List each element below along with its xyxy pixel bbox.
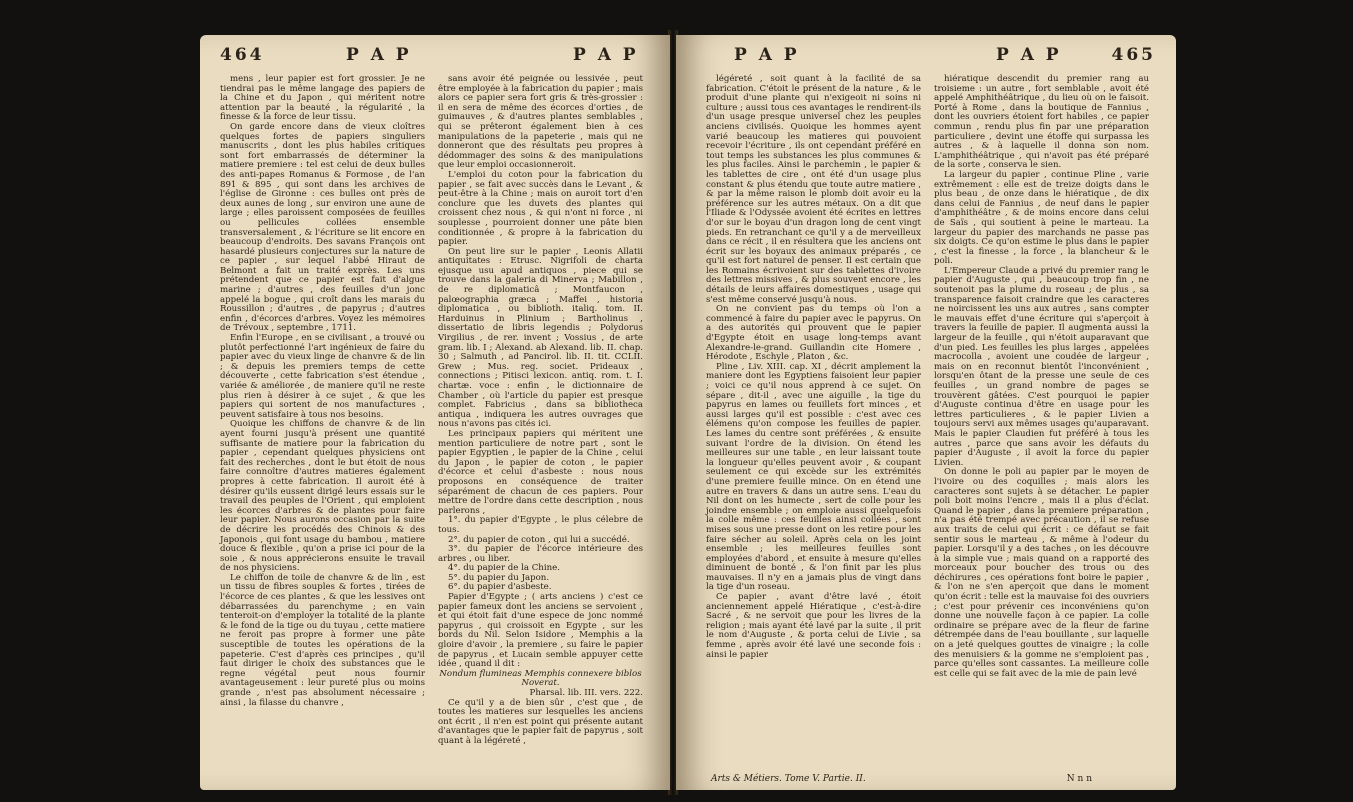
left-page bbox=[200, 35, 670, 790]
list-item: 5°. du papier du Japon. bbox=[448, 572, 550, 583]
list-item: 1°. du papier d'Egypte , le plus célebre de tous. bbox=[438, 515, 643, 535]
right-page-number: 465 bbox=[1111, 45, 1156, 65]
paragraph: La largeur du papier , continue Pline , varie extrêmement : elle est de treize doigts dans le plus beau , de onze dans le hiératique , de dix dans celui de Fannius , de neuf dans le papier d'amphithéâtre , & de moins encore dans celui de Saïs , qui soutient à peine le marteau. La largeur du papier des marchands ne passe pas six doigts. Ce qu'on estime le plus dans le papier , c'est la finesse , la force , la blancheur & le poli. bbox=[934, 169, 1149, 267]
paragraph: hiératique descendit du premier rang au troisieme : un autre , fort semblable , avoit été appelé Amphithéâtrique , du lieu où on le faisoit. Porté à Rome , dans la boutique de Fannius , dont les ouvriers étoient fort habiles , ce papier commun , rendu plus fin par une préparation particuliere , devint une étoffe qui surpassa les autres , & à laquelle il donna son nom. L'amphithéâtrique , qui n'avoit pas été préparé de la sorte , conserva le sien. bbox=[934, 74, 1149, 171]
paragraph: mens , leur papier est fort grossier. Je ne tiendrai pas le même langage des papiers de la Chine et du Japon , qui méritent notre attention par la beauté , la régularité , la finesse & la force de leur tissu. bbox=[220, 74, 425, 123]
paragraph: Papier d'Egypte ; ( arts anciens ) c'est ce papier fameux dont les anciens se servoient , et qui étoit fait d'une espece de jonc nommé papyrus , qui croissoit en Egypte , sur les bords du Nil. Selon Isidore , Memphis a la gloire d'avoir , la premiere , su faire le papier de papyrus , et Lucain semble appuyer cette idée , quand il dit : bbox=[438, 592, 643, 670]
right-column-1 bbox=[706, 75, 921, 660]
paragraph: On ne convient pas du temps où l'on a commencé à faire du papier avec le papyrus. On a des autorités qui prouvent que le papier d'Egypte étoit en usage long-temps avant Alexandre-le-grand. Guillandin cite Homere , Hérodote , Eschyle , Platon , &c. bbox=[706, 304, 921, 363]
left-running-head-1: P A P bbox=[346, 45, 412, 65]
volume-signature: Arts & Métiers. Tome V. Partie. II. bbox=[711, 774, 866, 784]
paragraph: On donne le poli au papier par le moyen de l'ivoire ou des coquilles ; mais alors les caracteres sont sujets à se détacher. Le papier poli boit moins l'encre , mais il a plus d'éclat. Quand le papier , dans la premiere préparation , n'a pas été trempé avec précaution , il se refuse aux traits de celui qui écrit : ce défaut se fait sentir sous le marteau , & même à l'odeur du papier. Lorsqu'il y a des taches , on les découvre à la simple vue ; mais quand on a rapporté des morceaux pour boucher des trous ou des déchirures , ces opérations font boire le papier , & l'on ne s'en aperçoit que dans le moment qu'on écrit : telle est la mauvaise foi des ouvriers ; c'est pour prévenir ces inconvéniens qu'on donne une nouvelle façon à ce papier. La colle ordinaire se prépare avec de la fleur de farine détrempée dans de l'eau bouillante , sur laquelle on a jeté quelques gouttes de vinaigre ; la colle des menuisiers & la gomme ne s'emploient pas , parce qu'elles sont cassantes. La meilleure colle est celle qui se fait avec de la mie de pain levé bbox=[934, 467, 1149, 679]
right-page bbox=[676, 35, 1176, 790]
paragraph: Enfin l'Europe , en se civilisant , a trouvé ou plutôt perfectionné l'art ingénieux de faire du papier avec du vieux linge de chanvre & de lin ; & depuis les premiers temps de cette découverte , cette fabrication s'est étendue , variée & améliorée , de maniere qu'il ne reste plus rien à désirer à ce sujet , & que les papiers qui sortent de nos manufactures , peuvent satisfaire à tous nos besoins. bbox=[220, 333, 425, 420]
left-column-1 bbox=[220, 75, 425, 708]
paragraph: Le chiffon de toile de chanvre & de lin , est un tissu de fibres souples & fortes , tirées de l'écorce de ces plantes , & que les lessives ont débarrassées du parenchyme ; en vain tenteroit-on d'employer la totalité de la plante & le fond de la tige ou du tuyau , cette matiere ne feroit pas propre à former une pâte susceptible de toutes les opérations de la papeterie. C'est d'après ces principes , qu'il faut diriger le choix des substances que le regne végétal peut nous fournir avantageusement : leur pureté plus ou moins grande , n'est pas absolument nécessaire ; ainsi , la filasse du chanvre , bbox=[220, 572, 425, 708]
paragraph: sans avoir été peignée ou lessivée , peut être employée à la fabrication du papier ; mais alors ce papier sera fort gris & très-grossier : il en sera de même des écorces d'orties , de guimauves , & d'autres plantes semblables , qui se prêteront également bien à ces manipulations de la papeterie , mais qui ne donneront que des résultats peu propres à dédommager des soins & des manipulations que leur emploi occasionneroit. bbox=[438, 74, 643, 171]
paragraph: On garde encore dans de vieux cloîtres quelques fortes de papiers singuliers manuscrits , dont les plus habiles critiques sont fort embarrassés de déterminer la matiere premiere : tel est celui de deux bulles des anti-papes Romanus & Formose , de l'an 891 & 895 , qui sont dans les archives de l'église de Gironne : ces bulles ont près de deux aunes de long , sur environ une aune de large ; elles paroissent composées de feuilles ou pellicules collées ensemble transversalement , & l'écriture se lit encore en beaucoup d'endroits. Des savans François ont hasardé plusieurs conjectures sur la nature de ce papier , sur lequel l'abbé Hiraut de Belmont a fait un traité exprès. Les uns prétendent que ce papier est fait d'algue marine ; d'autres , des feuilles d'un jonc appelé la bogue , qui croît dans les marais du Roussillon ; d'autres , de papyrus ; d'autres enfin , d'écorces d'arbres. Voyez les mémoires de Trévoux , septembre , 1711. bbox=[220, 121, 425, 334]
latin-quote: Nondum flumineas Memphis connexere biblos Noverat. bbox=[439, 668, 642, 689]
paragraph: L'Empereur Claude a privé du premier rang le papier d'Auguste , qui , beaucoup trop fin , ne soutenoit pas la plume du roseau ; de plus , sa transparence faisoit craindre que les caracteres ne noircissent les uns aux autres , sans compter le mauvais effet d'une écriture qui s'aperçoit à travers la feuille de papier. Il augmenta aussi la largeur de la feuille , qui n'étoit auparavant que d'un pied. Les feuilles les plus larges , appelées macrocolla , avoient une coudée de largeur , mais on en reconnut bientôt l'inconvénient , lorsqu'en ôtant de la presse une seule de ces feuilles , un grand nombre de pages se trouvèrent gâtées. C'est pourquoi le papier d'Auguste continua d'être en usage pour les lettres particulieres , & le papier Livien a toujours servi aux mêmes usages qu'auparavant. Mais le papier Claudien fut préféré à tous les autres , parce que sans avoir les défauts du papier d'Auguste , il avoit la force du papier Livien. bbox=[934, 265, 1149, 468]
list-item: 2°. du papier de coton , qui lui a succédé. bbox=[448, 534, 630, 545]
signature-mark: N n n bbox=[1066, 774, 1092, 784]
list-item: 3°. du papier de l'écorce intérieure des arbres , ou liber. bbox=[438, 544, 643, 564]
paragraph: L'emploi du coton pour la fabrication du papier , se fait avec succès dans le Levant , & peut-être à la Chine ; mais on auroit tort d'en conclure que les duvets des plantes qui croissent chez nous , & qui n'ont ni force , ni souplesse , pourroient donner une pâte bien conditionnée , & propre à la fabrication du papier. bbox=[438, 169, 643, 248]
left-page-number: 464 bbox=[220, 45, 265, 65]
right-running-head-2: P A P bbox=[996, 45, 1062, 65]
left-column-2 bbox=[438, 75, 643, 747]
paragraph: Ce qu'il y a de bien sûr , c'est que , de toutes les matieres sur lesquelles les anciens ont écrit , il n'en est point qui présente autant d'avantages que le papier fait de papyrus , soit quant à la légéreté , bbox=[438, 697, 643, 746]
left-running-head-2: P A P bbox=[573, 45, 639, 65]
paragraph: légéreté , soit quant à la facilité de sa fabrication. C'étoit le présent de la nature , & le produit d'une plante qui n'exigeoit ni soins ni culture ; aussi tous ces avantages le rendirent-ils d'un usage presque universel chez les peuples anciens civilisés. Quoique les hommes ayent varié beaucoup les matieres qui pouvoient recevoir l'écriture , ils ont cependant préféré en tout temps les substances les plus communes & les plus faciles. Ainsi le parchemin , le papier & les tablettes de cire , ont été d'un usage plus constant & plus étendu que toute autre matiere , & par la même raison le plomb doit avoir eu la préférence sur les autres métaux. On a dit que l'Iliade & l'Odyssée avoient été écrites en lettres d'or sur le boyau d'un dragon long de cent vingt pieds. En retranchant ce qu'il y a de merveilleux dans ce récit , il en résultera que les anciens ont écrit sur les boyaux des animaux préparés , ce qu'il est fort naturel de penser. Il est certain que les Romains écrivoient sur des tablettes d'ivoire des lettres missives , & plus souvent encore , les détails de leurs affaires domestiques , usage qui s'est même conservé jusqu'à nous. bbox=[706, 74, 921, 305]
left-page-header bbox=[218, 45, 652, 71]
right-page-header bbox=[694, 45, 1158, 71]
paragraph: Quoique les chiffons de chanvre & de lin ayent fourni jusqu'à présent une quantité suffisante de matiere pour la fabrication du papier , cependant quelques physiciens ont fait des recherches , dont le but étoit de nous faire connoître d'autres matieres également propres à cette fabrication. Il auroit été à désirer qu'ils eussent dirigé leurs essais sur le travail des peuples de l'Orient , qui emploient les écorces d'arbres & de plantes pour faire leur papier. Nous aurons occasion par la suite de décrire les procédés des Chinois & des Japonois , qui font usage du bambou , matiere douce & flexible , qu'on a prise ici pour de la soie , & nous apprécierons ensuite le travail de nos physiciens. bbox=[220, 419, 425, 574]
paragraph: Pline , Liv. XIII. cap. XI , décrit amplement la maniere dont les Egyptiens faisoient leur papier ; voici ce qu'il nous apprend à ce sujet. On sépare , dit-il , avec une aiguille , la tige du papyrus en lames ou feuillets fort minces , et aussi larges qu'il est possible : c'est avec ces élémens qu'on compose les feuilles de papier. Les lames du centre sont préférées , & ensuite suivant l'ordre de la division. On étend les meilleures sur une table , en leur laissant toute la longueur qu'elles peuvent avoir , & coupant seulement ce qui excède sur les extrémités d'une premiere feuille mince. On en étend une autre en travers & dans un autre sens. L'eau du Nil dont on les humecte , sert de colle pour les joindre ensemble ; on emploie aussi quelquefois la colle même : ces feuilles ainsi collées , sont mises sous une presse dont on les retire pour les faire sécher au soleil. Après cela on les joint ensemble ; les meilleures feuilles sont employées d'abord , et ensuite à mesure qu'elles diminuent de bonté , & l'on finit par les plus mauvaises. Il n'y en a jamais plus de vingt dans la tige d'un roseau. bbox=[706, 361, 921, 593]
paragraph: Les principaux papiers qui méritent une mention particuliere de notre part , sont le papier Egyptien , le papier de la Chine , celui du Japon , le papier de coton , le papier d'écorce et celui d'asbeste : nous nous proposons en conséquence de traiter séparément de chacun de ces papiers. Pour mettre de l'ordre dans cette description , nous parlerons , bbox=[438, 428, 643, 516]
right-running-head-1: P A P bbox=[734, 45, 800, 65]
list-item: 6°. du papier d'asbeste. bbox=[448, 582, 552, 593]
list-item: 4°. du papier de la Chine. bbox=[448, 563, 560, 574]
right-column-2 bbox=[934, 75, 1149, 679]
paragraph: Ce papier , avant d'être lavé , étoit anciennement appelé Hiératique , c'est-à-dire Sacré , & ne servoit que pour les livres de la religion ; mais ayant été lavé par la suite , il prit le nom d'Auguste , & porta celui de Livie , sa femme , après avoir été lavé une seconde fois : ainsi le papier bbox=[706, 592, 921, 660]
paragraph: On peut lire sur le papier , Leonis Allatii antiquitates : Etrusc. Nigrifoli de charta ejusque usu apud antiquos , piece qui se trouve dans la galeria di Minerva ; Mabillon , de re diplomaticâ ; Montfaucon , palœographia græca ; Maffei , historia diplomatica , ou biblioth. italiq. tom. II. Harduinus in Plinium ; Bartholinus , dissertatio de libris legendis ; Polydorus Virgilius , de rer. invent ; Vossius , de arte gram. lib. I ; Alexand. ab Alexand. lib. II. chap. 30 ; Salmuth , ad Pancirol. lib. II. tit. CCLII. Grew ; Mus. reg. societ. Prideaux , connections ; Pitisci lexicon. antiq. rom. t. I. chartæ. voce : enfin , le dictionnaire de Chamber , où l'article du papier est presque complet. Fabricius , dans sa bibliotheca antiqua , indiquera les autres ouvrages que nous n'avons pas cités ici. bbox=[438, 246, 643, 430]
quote-source: Pharsal. lib. III. vers. 222. bbox=[529, 688, 643, 698]
